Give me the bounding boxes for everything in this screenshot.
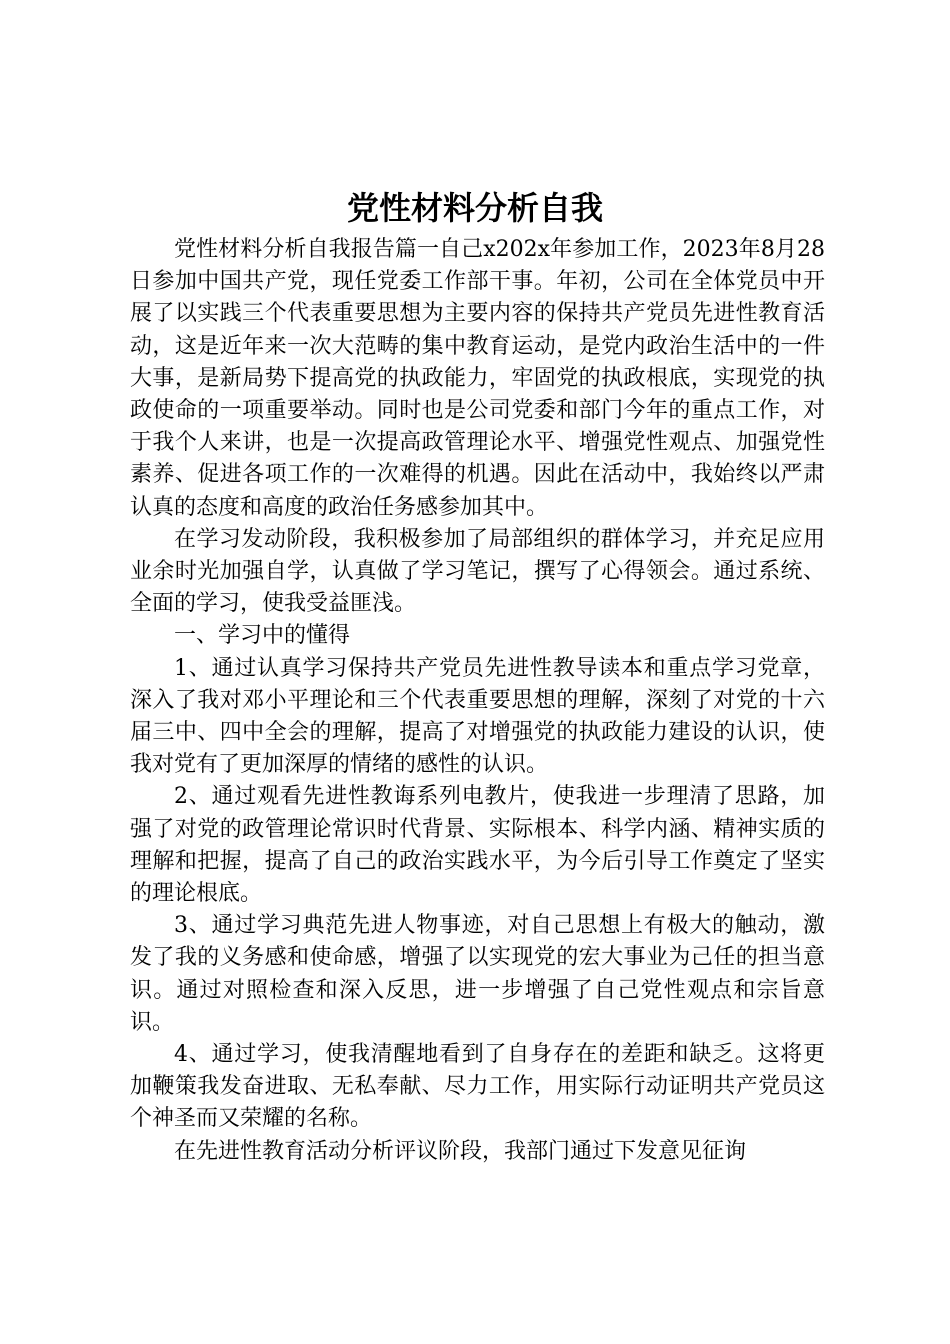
- paragraph-intro: 党性材料分析自我报告篇一自己x202x年参加工作，2023年8月28日参加中国共产党，现任党委工作部干事。年初，公司在全体党员中开展了以实践三个代表重要思想为主要内容的保持共产党员先进性教育活动，这是近年来一次大范畴的集中教育运动，是党内政治生活中的一件大事，是新局势下提高党的执政能力，牢固党的执政根底，实现党的执政使命的一项重要举动。同时也是公司党委和部门今年的重点工作，对于我个人来讲，也是一次提高政管理论水平、增强党性观点、加强党性素养、促进各项工作的一次难得的机遇。因此在活动中，我始终以严肃认真的态度和高度的政治任务感参加其中。: [130, 237, 825, 520]
- paragraph-point-1: 1、通过认真学习保持共产党员先进性教导读本和重点学习党章，深入了我对邓小平理论和三个代表重要思想的理解，深刻了对党的十六届三中、四中全会的理解，提高了对增强党的执政能力建设的认识，使我对党有了更加深厚的情绪的感性的认识。: [130, 655, 825, 778]
- section-heading-learning: 一、学习中的懂得: [174, 623, 351, 649]
- document-title: 党性材料分析自我: [346, 189, 603, 227]
- paragraph-study-phase: 在学习发动阶段，我积极参加了局部组织的群体学习，并充足应用业余时光加强自学，认真做了学习笔记，撰写了心得领会。通过系统、全面的学习，使我受益匪浅。: [130, 526, 825, 617]
- paragraph-point-3: 3、通过学习典范先进人物事迹，对自己思想上有极大的触动，激发了我的义务感和使命感，增强了以实现党的宏大事业为己任的担当意识。通过对照检查和深入反思，进一步增强了自己党性观点和宗旨意识。: [130, 913, 825, 1035]
- document-body: [130, 234, 825, 1168]
- paragraph-point-4: 4、通过学习，使我清醒地看到了自身存在的差距和缺乏。这将更加鞭策我发奋进取、无私奉献、尽力工作，用实际行动证明共产党员这个神圣而又荣耀的名称。: [130, 1042, 825, 1132]
- paragraph-review-phase: 在先进性教育活动分析评议阶段，我部门通过下发意见征询: [174, 1138, 747, 1164]
- paragraph-point-2: 2、通过观看先进性教诲系列电教片，使我进一步理清了思路，加强了对党的政管理论常识时代背景、实际根本、科学内涵、精神实质的理解和把握，提高了自己的政治实践水平，为今后引导工作奠定了坚实的理论根底。: [130, 784, 825, 907]
